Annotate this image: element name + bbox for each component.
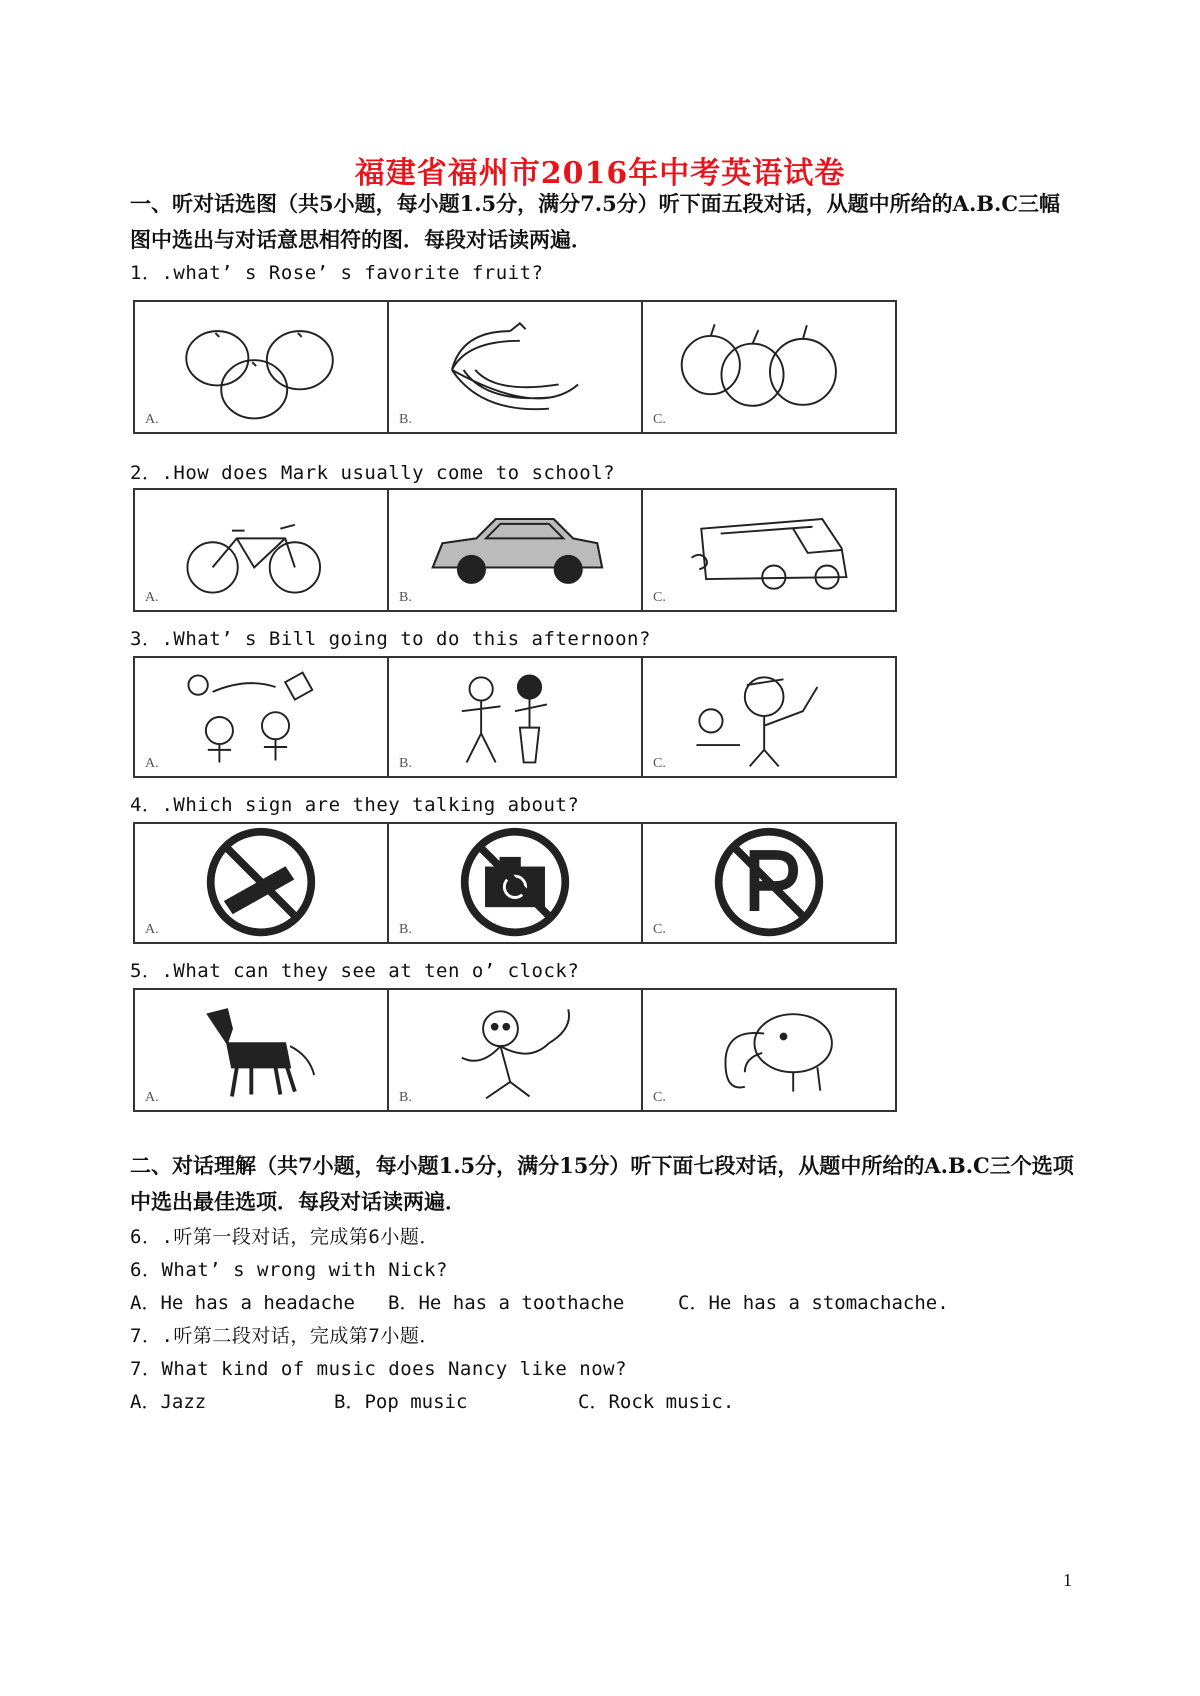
q7-instruction: 7．.听第二段对话，完成第7小题． xyxy=(130,1325,439,1347)
question-1-pictures xyxy=(133,300,895,434)
q7-question: 7．What kind of music does Nancy like now? xyxy=(130,1358,628,1380)
question-3: 3．.What’ s Bill going to do this afternoon? xyxy=(130,628,651,650)
no-smoking-sign-picture: A. xyxy=(133,822,389,944)
question-4: 4．.Which sign are they talking about? xyxy=(130,794,580,816)
q7-option-c: C．Rock music. xyxy=(578,1391,735,1413)
monkey-picture: B. xyxy=(387,988,643,1112)
question-3-pictures xyxy=(133,656,895,778)
question-5-pictures xyxy=(133,988,895,1112)
q7-option-a: A．Jazz xyxy=(130,1391,207,1413)
q6-question: 6．What’ s wrong with Nick? xyxy=(130,1259,448,1281)
question-4-pictures xyxy=(133,822,895,944)
car-picture: B. xyxy=(387,488,643,612)
question-1: 1．.what’ s Rose’ s favorite fruit? xyxy=(130,262,544,284)
q6-option-a: A．He has a headache xyxy=(130,1292,355,1314)
apples-picture: C. xyxy=(641,300,897,434)
oranges-picture: A. xyxy=(133,300,389,434)
q6-option-b: B．He has a toothache xyxy=(388,1292,625,1314)
q6-option-c: C．He has a stomachache. xyxy=(678,1292,949,1314)
question-2: 2．.How does Mark usually come to school? xyxy=(130,462,616,484)
question-2-pictures xyxy=(133,488,895,612)
page-number: 1 xyxy=(1063,1570,1072,1590)
horse-picture: A. xyxy=(133,988,389,1112)
section-1-heading: 一、听对话选图（共5小题，每小题1.5分，满分7.5分）听下面五段对话，从题中所给的A.B.C三幅图中选出与对话意思相符的图．每段对话读两遍． xyxy=(130,191,1061,252)
bus-picture: C. xyxy=(641,488,897,612)
no-parking-sign-picture: C. xyxy=(641,822,897,944)
fly-kite-picture: A. xyxy=(133,656,389,778)
no-camera-sign-picture: B. xyxy=(387,822,643,944)
bananas-picture: B. xyxy=(387,300,643,434)
q6-instruction: 6．.听第一段对话，完成第6小题． xyxy=(130,1226,439,1248)
question-5: 5．.What can they see at ten o’ clock? xyxy=(130,960,580,982)
section-2-heading: 二、对话理解（共7小题，每小题1.5分，满分15分）听下面七段对话，从题中所给的A.B.C三个选项中选出最佳选项．每段对话读两遍． xyxy=(130,1153,1074,1214)
page-title: 福建省福州市2016年中考英语试卷 xyxy=(354,156,846,191)
q7-option-b: B．Pop music xyxy=(334,1391,468,1413)
dance-picture: B. xyxy=(387,656,643,778)
bicycle-picture: A. xyxy=(133,488,389,612)
fishing-picture: C. xyxy=(641,656,897,778)
elephant-picture: C. xyxy=(641,988,897,1112)
